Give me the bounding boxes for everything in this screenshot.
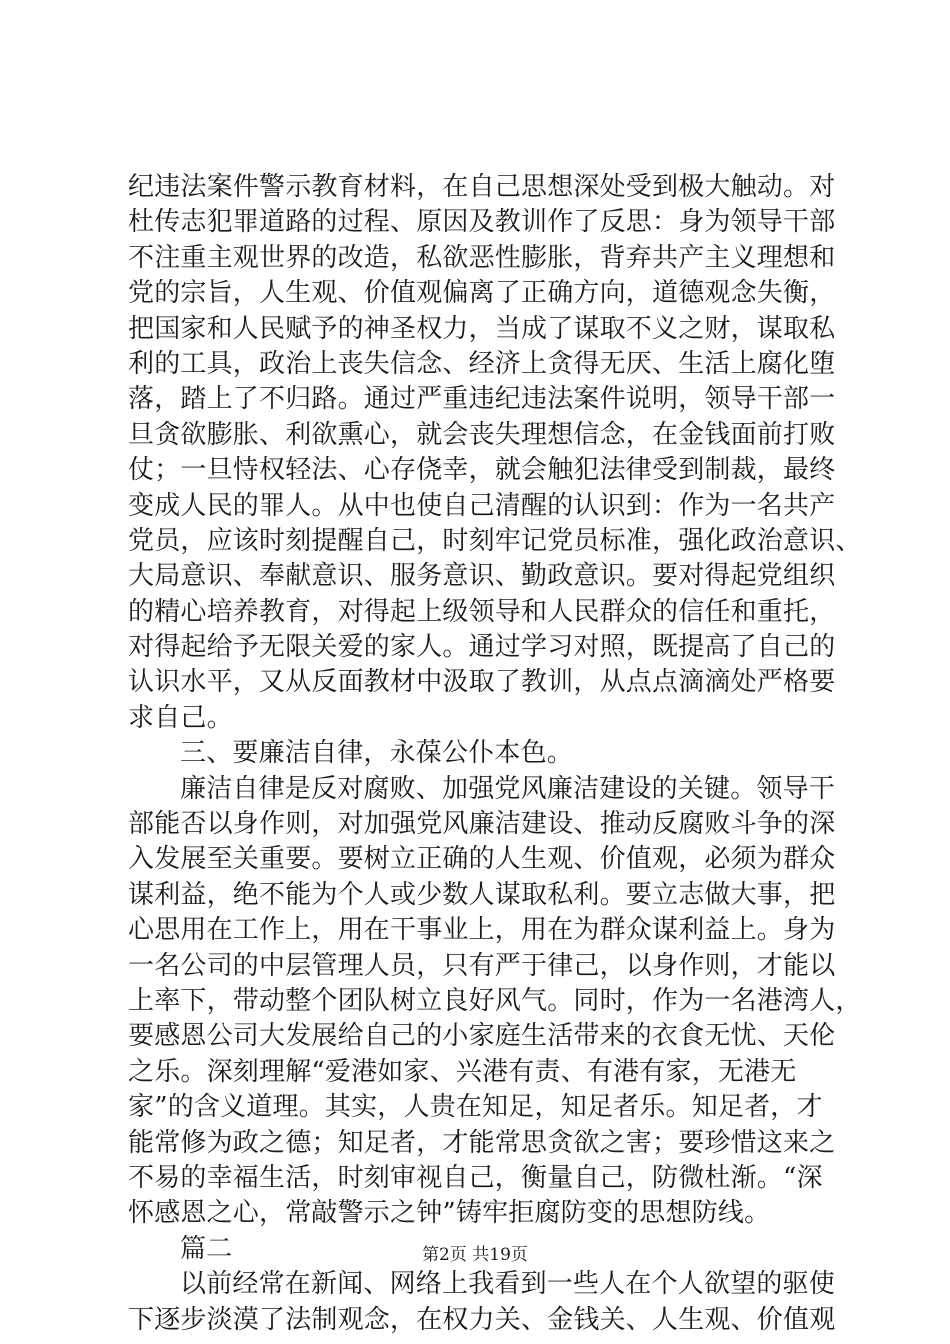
text-line: 心思用在工作上，用在干事业上，用在为群众谋利益上。身为 [128, 915, 836, 946]
text-line: 落，踏上了不归路。通过严重违纪违法案件说明，领导干部一 [128, 384, 836, 415]
body-text [128, 170, 862, 1338]
text-line: 部能否以身作则，对加强党风廉洁建设、推动反腐败斗争的深 [128, 809, 836, 840]
text-line: 不易的幸福生活，时刻审视自己，衡量自己，防微杜渐。“深 [128, 1162, 823, 1193]
text-line: 之乐。深刻理解“爱港如家、兴港有责、有港有家，无港无 [128, 1056, 797, 1087]
text-line: 变成人民的罪人。从中也使自己清醒的认识到：作为一名共产 [128, 490, 836, 521]
text-line: 纪违法案件警示教育材料，在自己思想深处受到极大触动。对 [128, 172, 836, 202]
text-line: 党的宗旨，人生观、价值观偏离了正确方向，道德观念失衡， [128, 278, 836, 309]
text-line: 能常修为政之德；知足者，才能常思贪欲之害；要珍惜这来之 [128, 1127, 836, 1158]
text-line: 求自己。 [128, 702, 233, 733]
text-line: 认识水平，又从反面教材中汲取了教训，从点点滴滴处严格要 [128, 667, 836, 698]
text-line: 不注重主观世界的改造，私欲恶性膨胀，背弃共产主义理想和 [128, 242, 836, 273]
page-number-footer: 第2页 共19页 [422, 1245, 528, 1265]
text-line: 把国家和人民赋予的神圣权力，当成了谋取不义之财，谋取私 [128, 313, 836, 344]
text-line: 的精心培养教育，对得起上级领导和人民群众的信任和重托， [128, 596, 836, 627]
text-line: 要感恩公司大发展给自己的小家庭生活带来的衣食无忧、天伦 [128, 1021, 836, 1052]
text-line: 怀感恩之心，常敲警示之钟”铸牢拒腐防变的思想防线。 [128, 1198, 771, 1229]
paragraph-start: 以前经常在新闻、网络上我看到一些人在个人欲望的驱使 [180, 1269, 836, 1300]
text-line: 党员，应该时刻提醒自己，时刻牢记党员标准，强化政治意识、 [128, 525, 862, 556]
text-line: 家”的含义道理。其实，人贵在知足，知足者乐。知足者，才 [128, 1092, 823, 1123]
text-line: 一名公司的中层管理人员，只有严于律己，以身作则，才能以 [128, 950, 836, 981]
text-line: 谋利益，绝不能为个人或少数人谋取私利。要立志做大事，把 [128, 879, 836, 910]
text-line: 下逐步淡漠了法制观念，在权力关、金钱关、人生观、价值观 [128, 1304, 836, 1335]
text-line: 杜传志犯罪道路的过程、原因及教训作了反思：身为领导干部 [128, 207, 836, 238]
text-line: 旦贪欲膨胀、利欲熏心，就会丧失理想信念，在金钱面前打败 [128, 419, 836, 450]
text-line: 大局意识、奉献意识、服务意识、勤政意识。要对得起党组织 [128, 561, 836, 592]
text-line: 上率下，带动整个团队树立良好风气。同时，作为一名港湾人， [128, 985, 862, 1016]
section-heading: 篇二 [180, 1233, 233, 1264]
text-line: 利的工具，政治上丧失信念、经济上贪得无厌、生活上腐化堕 [128, 348, 836, 379]
section-heading: 三、要廉洁自律，永葆公仆本色。 [180, 738, 574, 769]
text-line: 仗；一旦恃权轻法、心存侥幸，就会触犯法律受到制裁，最终 [128, 455, 836, 486]
text-line: 对得起给予无限关爱的家人。通过学习对照，既提高了自己的 [128, 632, 836, 663]
paragraph-start: 廉洁自律是反对腐败、加强党风廉洁建设的关键。领导干 [180, 773, 836, 804]
text-line: 入发展至关重要。要树立正确的人生观、价值观，必须为群众 [128, 844, 836, 875]
